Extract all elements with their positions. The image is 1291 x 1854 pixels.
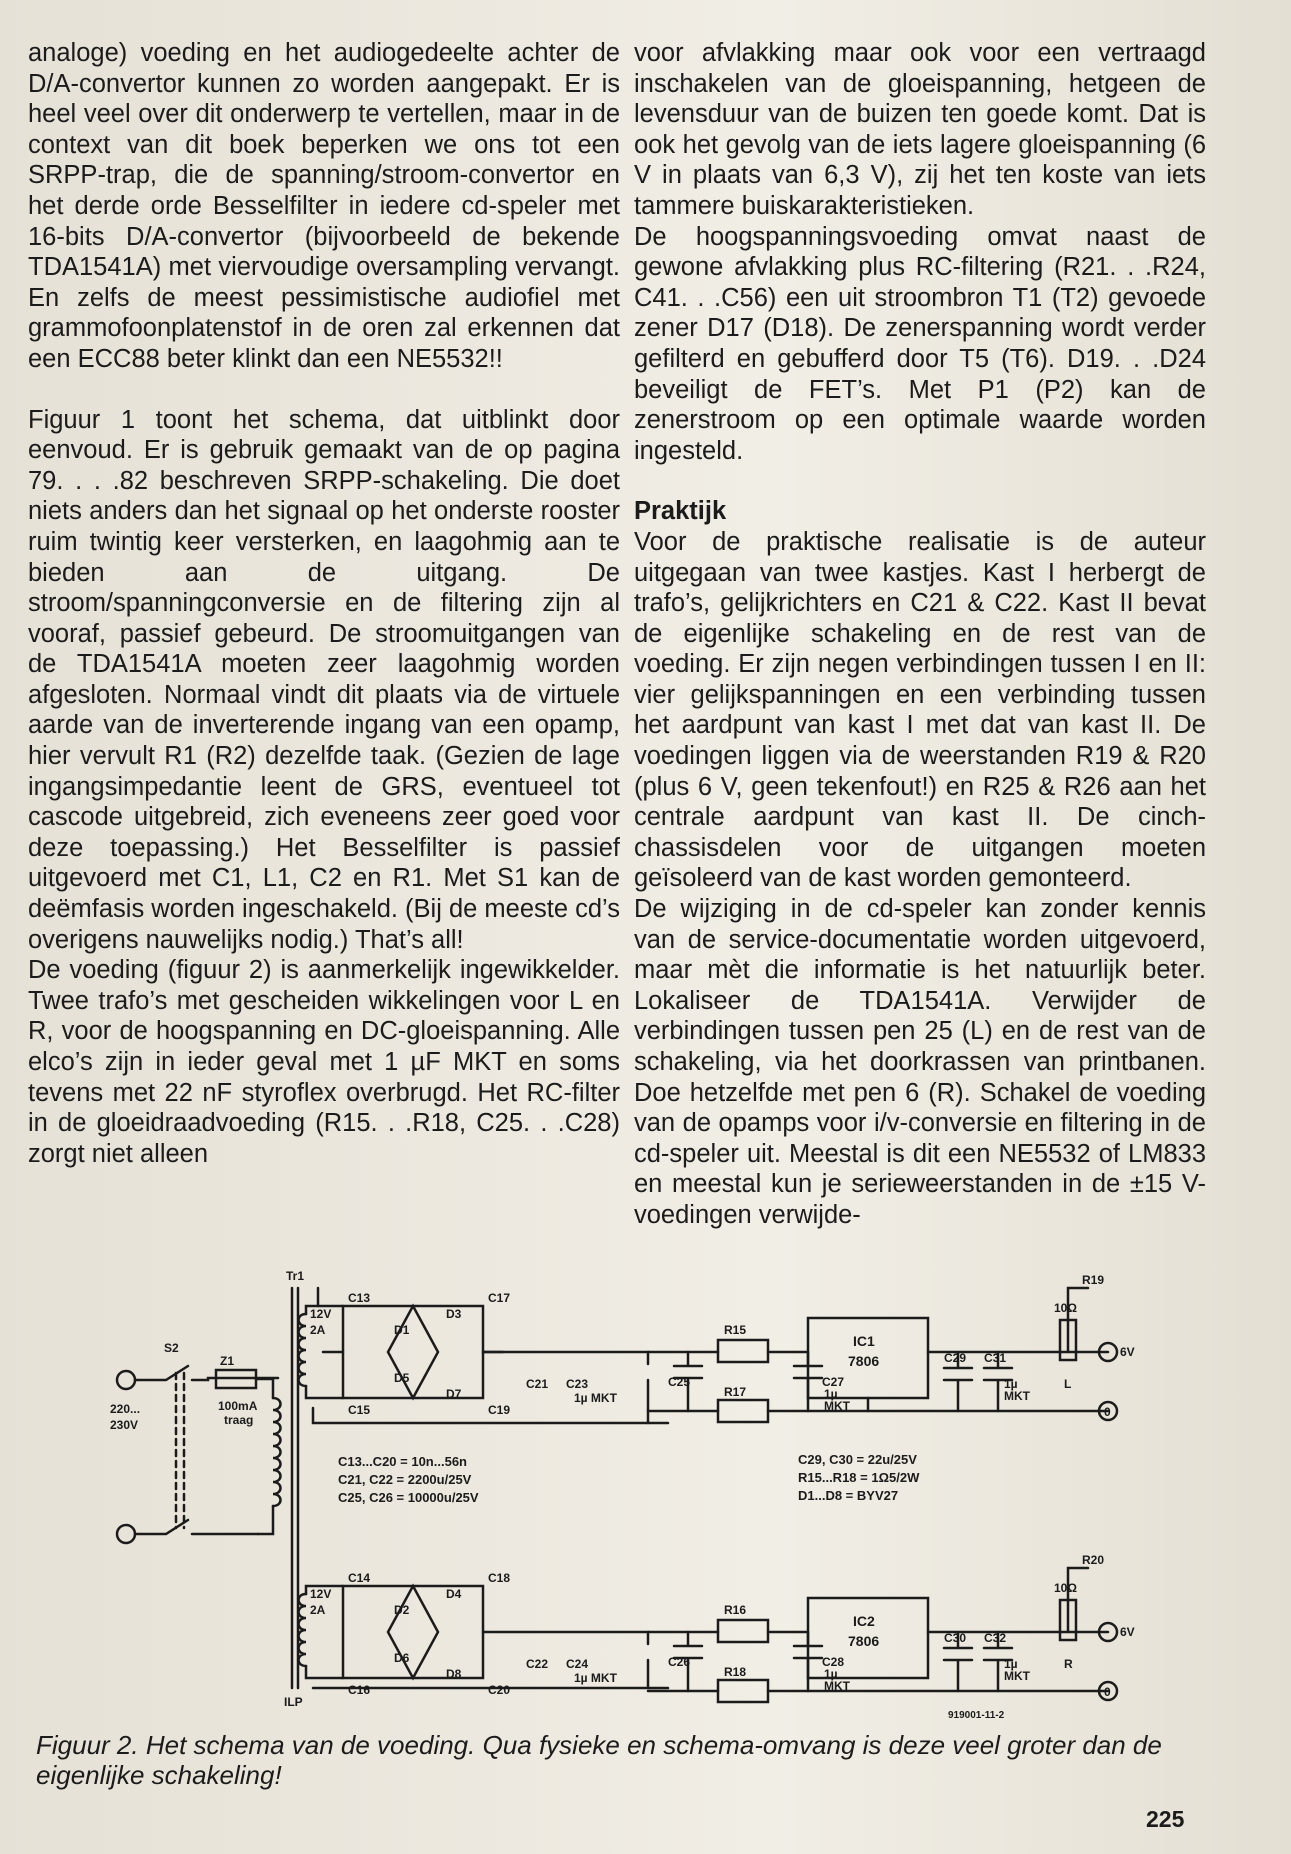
ic1-label: IC1 [853,1333,875,1349]
fuse-type: traag [224,1413,254,1427]
right-paragraph-3: Voor de praktische realisatie is de auteur uitgegaan van twee kastjes. Kast I herbergt de trafo’s, gelijkrichters en C21 & C22. Kast II bevat de eigenlijke schakeling en de rest van de voeding. Er zijn negen verbindingen tussen I en II: vier gelijkspanningen en een verbinding tussen het aardpunt van kast I met dat van kast II. De voedingen liggen via de weerstanden R19 & R20 (plus 6 V, geen tekenfout!) en R25 & R26 aan het centrale aardpunt van kast II. De cinch-chassisdelen voor de uitgangen moeten geïsoleerd van de kast worden gemonteerd. [634,527,1206,893]
right-paragraph-1: voor afvlakking maar ook voor een vertraagd inschakelen van de gloeispanning, hetgeen de levensduur van de buizen ten goede komt. Dat is ook het gevolg van de iets lagere gloeispanning (6 V in plaats van 6,3 V), zij het ten koste van iets tammere buiskarakteristieken. [634,39,1206,220]
ic2-type: 7806 [848,1633,880,1649]
c25-label: C25 [668,1375,691,1389]
d5-label: D5 [394,1371,410,1385]
ilp-label: ILP [284,1695,303,1709]
c27-label: C27 [822,1375,845,1389]
left-paragraph-2: Figuur 1 toont het schema, dat uitblinkt door eenvoud. Er is gebruik gemaakt van de op pagina 79. . . .82 beschreven SRPP-schakeling. Die doet niets anders dan het signaal op het onderste rooster ruim twintig keer versterken, en laagohmig aan te bieden aan de uitgang. De stroom/spanningconversie en de filtering zijn al vooraf, passief gebeurd. De stroomuitgangen van de TDA1541A moeten zeer laagohmig worden afgesloten. Normaal vindt dit plaats via de virtuele aarde van de inverterende ingang van een opamp, hier vervult R1 (R2) dezelfde taak. (Gezien de lage ingangsimpedantie leent de GRS, eventueel tot cascode uitgebreid, zich eveneens zeer goed voor deze toepassing.) Het Besselfilter is passief uitgevoerd met C1, L1, C2 en R1. Met S1 kan de deëmfasis worden ingeschakeld. (Bij de meeste cd’s overigens nauwelijks nodig.) That’s all! [28,405,621,954]
c23-value: 1µ MKT [574,1391,617,1405]
c29-label: C29 [944,1351,967,1365]
c13-label: C13 [348,1291,371,1305]
d4-label: D4 [446,1587,462,1601]
d7-label: D7 [446,1387,462,1401]
lower-out-voltage: 6V [1120,1625,1135,1639]
winding-upper-a: 2A [310,1323,326,1337]
transformer-label: Tr1 [286,1269,305,1283]
c16-label: C16 [348,1683,371,1697]
left-paragraph-3: De voeding (figuur 2) is aanmerkelijk ingewikkelder. Twee trafo’s met gescheiden wikkelingen voor L en R, voor de hoogspanning en DC-gloeispanning. Alle elco’s zijn in ieder geval met 1 µF MKT en soms tevens met 22 nF styroflex overbrugd. Het RC-filter in de gloeidraadvoeding (R15. . .R18, C25. . .C28) zorgt niet alleen [28,956,620,1168]
c31-value-2: MKT [1004,1389,1030,1403]
c26-label: C26 [668,1655,691,1669]
c17-label: C17 [488,1291,511,1305]
r20-value: 10Ω [1054,1581,1077,1595]
c32-value-2: MKT [1004,1669,1030,1683]
r17-label: R17 [724,1385,747,1399]
c28-label: C28 [822,1655,845,1669]
ic2-label: IC2 [853,1613,875,1629]
d6-label: D6 [394,1651,410,1665]
c27-value-1: 1µ [824,1387,838,1401]
winding-lower-a: 2A [310,1603,326,1617]
c19-label: C19 [488,1403,511,1417]
right-paragraph-2: De hoogspanningsvoeding omvat naast de gewone afvlakking plus RC-filtering (R21. . .R24, C41. . .C56) een uit stroombron T1 (T2) gevoede zener D17 (D18). De zenerspanning wordt verder gefilterd en gebufferd door T5 (T6). D19. . .D24 beveiligt de FET’s. Met P1 (P2) kan de zenerstroom op een optimale waarde worden ingesteld. [634,222,1206,465]
section-heading: Praktijk [634,497,727,526]
c32-value-1: 1µ [1004,1657,1018,1671]
c31-value-1: 1µ [1004,1377,1018,1391]
d1-label: D1 [394,1323,410,1337]
figure-code: 919001-11-2 [948,1710,1005,1721]
note-right-1: C29, C30 = 22u/25V [798,1452,917,1467]
note-left-1: C13...C20 = 10n...56n [338,1454,467,1469]
r16-label: R16 [724,1603,747,1617]
r19-label: R19 [1082,1273,1105,1287]
c20-label: C20 [488,1683,511,1697]
c14-label: C14 [348,1571,371,1585]
mains-voltage-1: 220... [110,1402,141,1416]
c21-label: C21 [526,1377,549,1391]
c28-value-2: MKT [824,1679,850,1693]
winding-upper-v: 12V [310,1307,332,1321]
c22-label: C22 [526,1657,549,1671]
right-column [634,38,1206,1231]
lower-side-label: R [1064,1657,1073,1671]
c27-value-2: MKT [824,1399,850,1413]
note-left-2: C21, C22 = 2200u/25V [338,1472,472,1487]
c24-value: 1µ MKT [574,1671,617,1685]
c24-label: C24 [566,1657,589,1671]
note-right-2: R15...R18 = 1Ω5/2W [798,1470,920,1485]
c18-label: C18 [488,1571,511,1585]
c15-label: C15 [348,1403,371,1417]
fuse-label: Z1 [220,1354,235,1368]
d8-label: D8 [446,1667,462,1681]
left-column [28,38,620,1169]
note-left-3: C25, C26 = 10000u/25V [338,1490,479,1505]
c28-value-1: 1µ [824,1667,838,1681]
upper-out-voltage: 6V [1120,1345,1135,1359]
page-number: 225 [1146,1806,1185,1832]
upper-side-label: L [1064,1377,1072,1391]
r15-label: R15 [724,1323,747,1337]
upper-zero-label: 0 [1104,1405,1111,1419]
r18-label: R18 [724,1665,747,1679]
r19-value: 10Ω [1054,1301,1077,1315]
c30-label: C30 [944,1631,967,1645]
right-paragraph-4: De wijziging in de cd-speler kan zonder kennis van de service-documentatie worden uitgevoerd, maar mèt die informatie is het natuurlijk beter. Lokaliseer de TDA1541A. Verwijder de verbindingen tussen pen 25 (L) en de rest van de schakeling, via het doorkrassen van printbanen. Doe hetzelfde met pen 6 (R). Schakel de voeding van de opamps voor i/v-conversie en filtering in de cd-speler uit. Meestal is dit een NE5532 of LM833 en meestal kun je serieweerstanden in de ±15 V-voedingen verwijde- [634,895,1206,1229]
lower-zero-label: 0 [1104,1685,1111,1699]
c32-label: C32 [984,1631,1007,1645]
power-supply-schematic [108,1228,1198,1723]
d2-label: D2 [394,1603,410,1617]
switch-label: S2 [164,1341,179,1355]
d3-label: D3 [446,1307,462,1321]
ic1-type: 7806 [848,1353,880,1369]
fuse-value: 100mA [218,1399,258,1413]
mains-voltage-2: 230V [110,1418,139,1432]
c23-label: C23 [566,1377,589,1391]
figure-caption: Figuur 2. Het schema van de voeding. Qua fysieke en schema-omvang is deze veel groter dan de eigenlijke schakeling! [36,1730,1162,1790]
left-paragraph-1: analoge) voeding en het audiogedeelte achter de D/A-convertor kunnen zo worden aangepakt. Er is heel veel over dit onderwerp te vertellen, maar in de context van dit boek beperken we ons tot een SRPP-trap, die de spanning/stroom-convertor en het derde orde Besselfilter in iedere cd-speler met 16-bits D/A-convertor (bijvoorbeeld de bekende TDA1541A) met viervoudige oversampling vervangt. En zelfs de meest pessimistische audiofiel met grammofoonplatenstof in de oren zal erkennen dat een ECC88 beter klinkt dan een NE5532!! [28,39,620,373]
r20-label: R20 [1082,1553,1105,1567]
winding-lower-v: 12V [310,1587,332,1601]
note-right-3: D1...D8 = BYV27 [798,1488,899,1503]
c31-label: C31 [984,1351,1007,1365]
